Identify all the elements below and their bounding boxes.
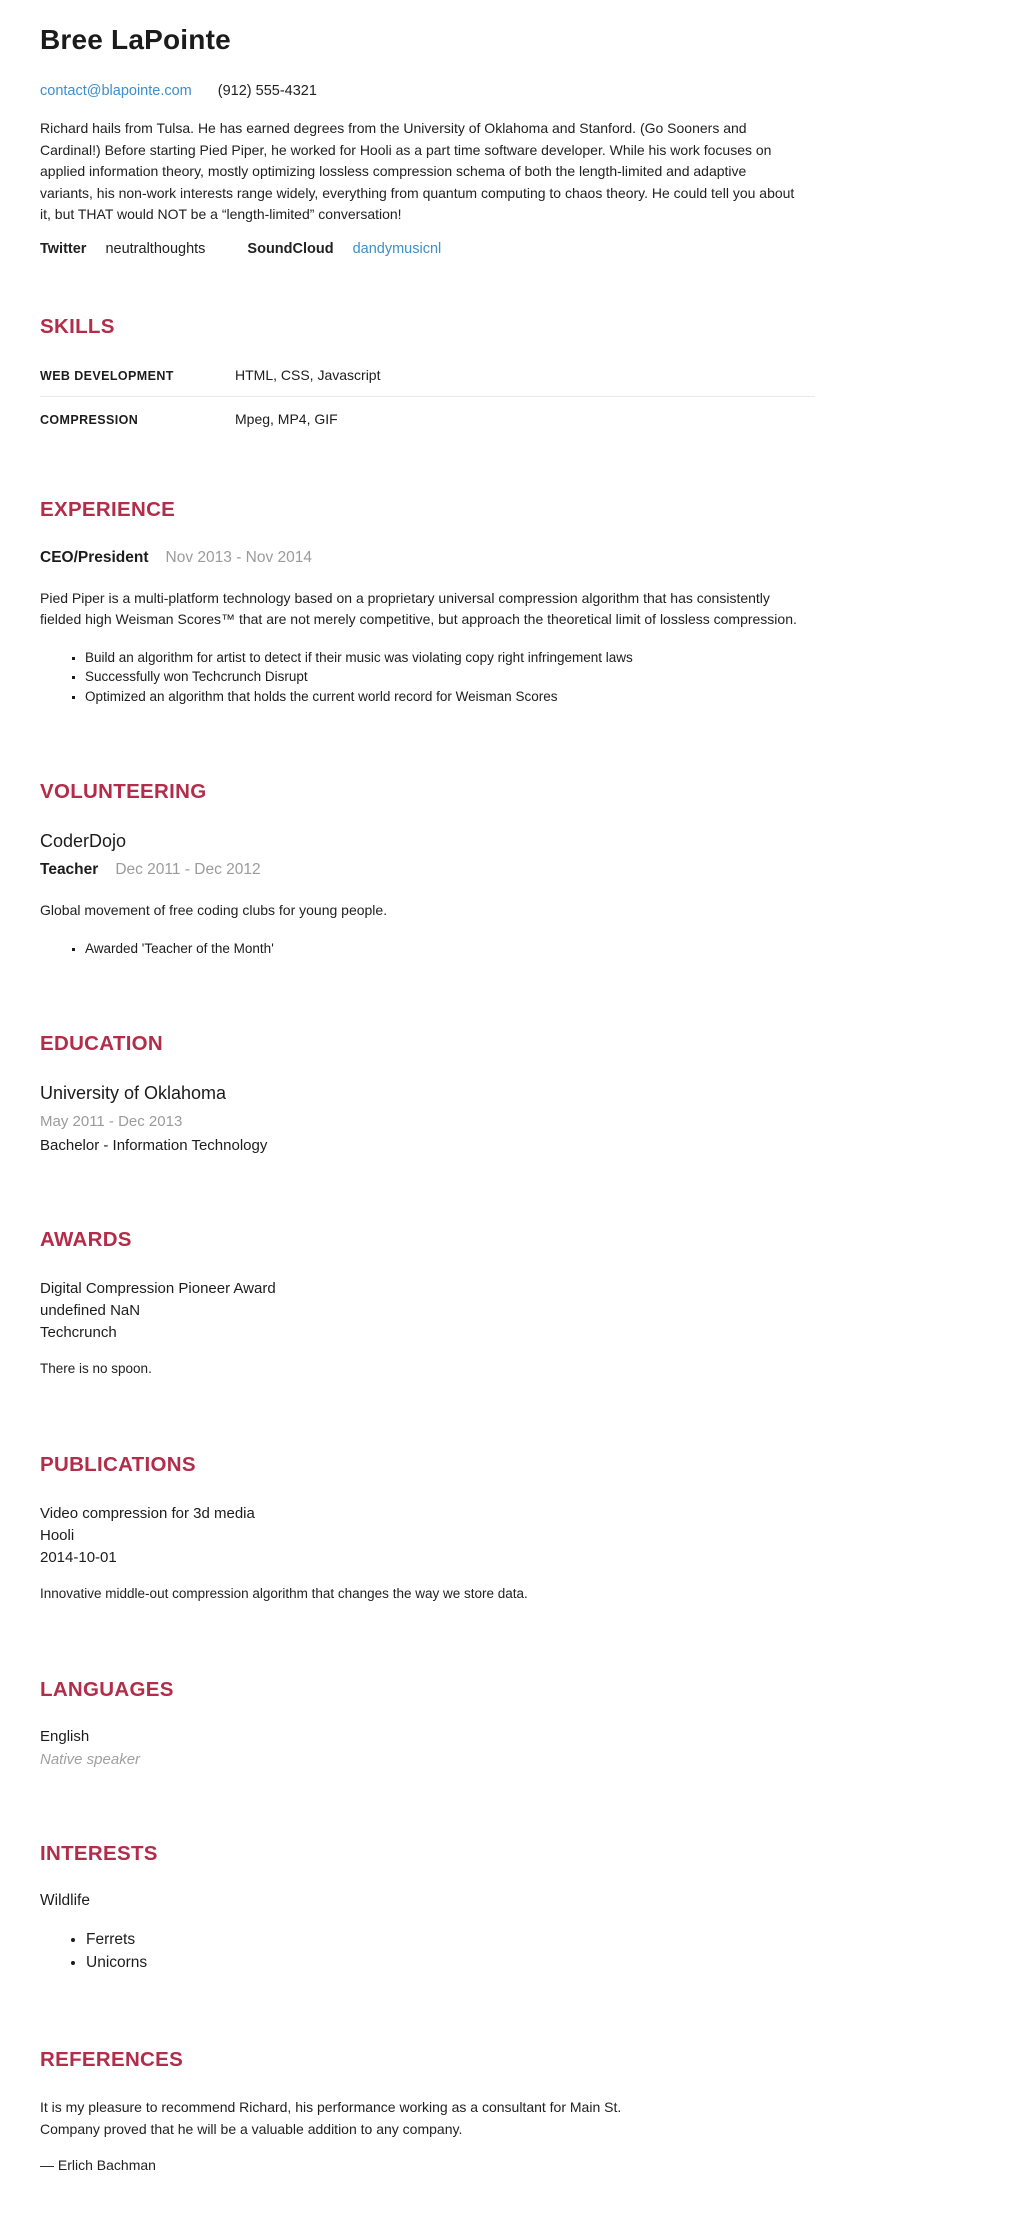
references-title: REFERENCES — [40, 2048, 184, 2071]
section-volunteering — [40, 780, 815, 958]
interest-keyword: • Ferrets — [86, 1929, 815, 1952]
publication-block — [40, 1503, 815, 1569]
publication-publisher: Hooli — [40, 1527, 75, 1544]
award-block — [40, 1278, 815, 1344]
section-languages — [40, 1678, 815, 1768]
phone-number: (912) 555-4321 — [217, 83, 317, 99]
skills-title: SKILLS — [40, 314, 115, 338]
volunteer-role: Teacher — [40, 861, 99, 878]
volunteer-organization: CoderDojo — [40, 831, 127, 851]
highlight-item: ▪ Optimized an algorithm that holds the current world record for Weisman Scores — [85, 687, 815, 707]
skill-row — [40, 396, 815, 440]
job-title: CEO/President — [40, 548, 149, 566]
section-references — [40, 2048, 815, 2173]
highlight-item: ▪ Successfully won Techcrunch Disrupt — [85, 667, 815, 687]
skill-name: WEB DEVELOPMENT — [40, 368, 174, 383]
publication-name: Video compression for 3d media — [40, 1505, 255, 1522]
publication-date: 2014-10-01 — [40, 1549, 117, 1566]
highlight-item: ▪ Build an algorithm for artist to detect if their music was violating copy right infringement laws — [85, 648, 815, 668]
skills-table — [40, 353, 815, 440]
award-date: undefined NaN — [40, 1302, 141, 1319]
email-link[interactable]: contact@blapointe.com — [40, 83, 192, 99]
contact-row — [40, 83, 815, 99]
section-experience — [40, 498, 815, 707]
language-name: English — [40, 1728, 90, 1745]
publication-summary: Innovative middle-out compression algorithm that changes the way we store data. — [40, 1586, 528, 1601]
award-summary: There is no spoon. — [40, 1361, 152, 1376]
section-interests — [40, 1842, 815, 1974]
interest-name: Wildlife — [40, 1892, 90, 1909]
interest-keywords — [40, 1929, 815, 1974]
section-publications — [40, 1453, 815, 1604]
education-title: EDUCATION — [40, 1032, 164, 1055]
language-fluency: Native speaker — [40, 1751, 141, 1768]
awards-title: AWARDS — [40, 1228, 132, 1251]
job-summary: Pied Piper is a multi-platform technology based on a proprietary universal compression algorithm that has consistently fielded high Weisman Scores™ that are not merely competitive, but approach the theoretical limit of lossless compression. — [40, 589, 797, 627]
volunteer-summary: Global movement of free coding clubs for young people. — [40, 902, 388, 918]
profile-network-soundcloud: SoundCloud — [247, 240, 334, 257]
education-institution: University of Oklahoma — [40, 1083, 227, 1103]
interests-title: INTERESTS — [40, 1842, 158, 1865]
section-awards — [40, 1228, 815, 1379]
volunteer-dates: Dec 2011 - Dec 2012 — [115, 861, 261, 878]
interest-keyword: • Unicorns — [86, 1952, 815, 1975]
skill-name: COMPRESSION — [40, 412, 139, 427]
profile-username-soundcloud-link[interactable]: dandymusicnl — [352, 240, 442, 257]
job-dates: Nov 2013 - Nov 2014 — [165, 548, 313, 566]
job-highlights — [40, 648, 815, 707]
education-degree: Bachelor - Information Technology — [40, 1137, 268, 1154]
languages-title: LANGUAGES — [40, 1678, 174, 1701]
profile-network-twitter: Twitter — [40, 240, 87, 257]
section-skills — [40, 315, 815, 440]
experience-title: EXPERIENCE — [40, 497, 176, 521]
education-dates: May 2011 - Dec 2013 — [40, 1113, 183, 1130]
volunteer-highlights — [40, 939, 815, 959]
publications-title: PUBLICATIONS — [40, 1453, 196, 1476]
skill-keywords: HTML, CSS, Javascript — [235, 366, 381, 383]
skill-row — [40, 353, 815, 396]
award-name: Digital Compression Pioneer Award — [40, 1280, 276, 1297]
volunteer-position-row — [40, 861, 815, 879]
experience-position-row — [40, 549, 815, 567]
section-education — [40, 1032, 815, 1154]
volunteering-title: VOLUNTEERING — [40, 780, 207, 803]
reference-text: It is my pleasure to recommend Richard, his performance working as a consultant for Main St. Company proved that he will be a valuable addition to any company. — [40, 2099, 622, 2137]
award-awarder: Techcrunch — [40, 1324, 117, 1341]
highlight-item: ▪ Awarded 'Teacher of the Month' — [85, 939, 815, 959]
skill-keywords: Mpeg, MP4, GIF — [235, 410, 338, 427]
social-profiles-row — [40, 241, 815, 257]
profile-username-twitter: neutralthoughts — [105, 240, 206, 257]
profile-summary: Richard hails from Tulsa. He has earned degrees from the University of Oklahoma and Stanford. (Go Sooners and Cardinal!) Before starting Pied Piper, he worked for Hooli as a part time software developer. While his work focuses on applied information theory, mostly optimizing lossless compression schema of both the length-limited and adaptive variants, his non-work interests range widely, everything from quantum computing to chaos theory. He could tell you about it, but THAT would NOT be a “length-limited” conversation! — [40, 120, 795, 222]
reference-author: — Erlich Bachman — [40, 2157, 156, 2173]
candidate-name: Bree LaPointe — [40, 24, 231, 55]
resume-header — [40, 24, 815, 257]
